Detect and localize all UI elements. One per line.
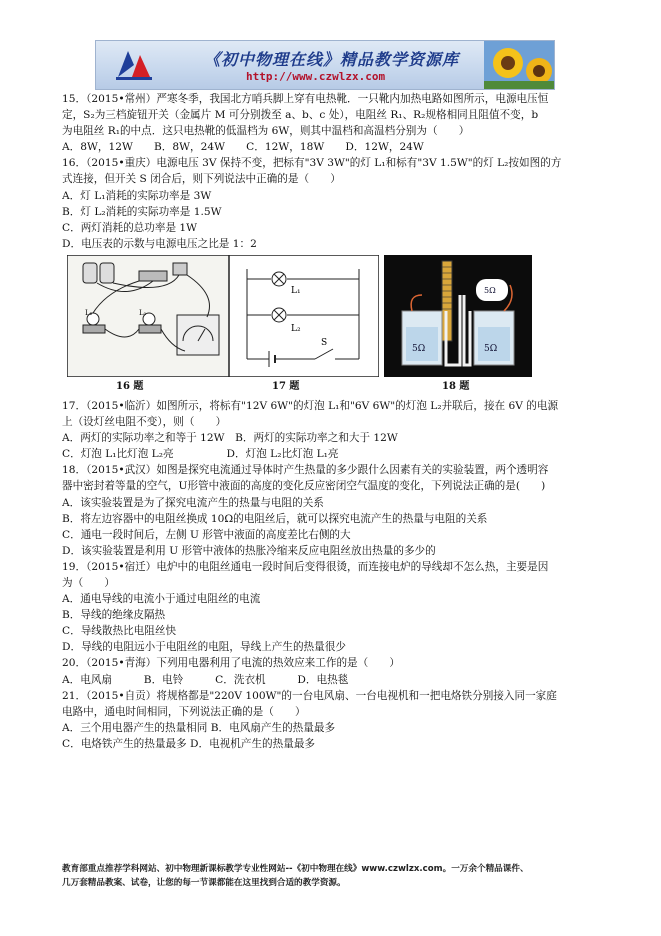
question-content xyxy=(62,91,592,752)
q18-option-c: C．通电一段时间后，左侧 U 形管中液面的高度差比右侧的大 xyxy=(62,528,351,541)
fig17-label-l1: L₁ xyxy=(291,285,301,296)
figure-18-heat-experiment xyxy=(384,255,532,377)
q18-option-d: D．该实验装置是利用 U 形管中液体的热胀冷缩来反应电阻丝放出热量的多少的 xyxy=(62,544,436,557)
logo-icon xyxy=(114,47,154,83)
q15-line3: 为电阻丝 R₁的中点．这只电热靴的低温档为 6W，则其中温档和高温档分别为（ ） xyxy=(62,125,470,138)
q17-line1: 17．（2015•临沂）如图所示，将标有"12V 6W"的灯泡 L₁和"6V 6W"的灯泡 L₂并联后，接在 6V 的电源 xyxy=(62,399,559,412)
figure-17-circuit-diagram xyxy=(229,255,379,377)
q15-options: A．8W，12W B．8W，24W C．12W，18W D．12W，24W xyxy=(62,141,424,154)
figure-16-caption: 16 题 xyxy=(116,380,144,392)
q16-option-b: B．灯 L₂消耗的实际功率是 1.5W xyxy=(62,205,222,218)
q18-line1: 18．（2015•武汉）如图是探究电流通过导体时产生热量的多少跟什么因素有关的实验装置，两个透明容 xyxy=(62,464,549,477)
banner-url[interactable]: http://www.czwlzx.com xyxy=(246,70,386,83)
figure-18-caption: 18 题 xyxy=(442,380,470,392)
q21-line2: 电路中，通电时间相同，下列说法正确的是（ ） xyxy=(62,705,306,718)
fig18-label-right-r: 5Ω xyxy=(484,343,498,354)
q17-options-ab: A．两灯的实际功率之和等于 12W B．两灯的实际功率之和大于 12W xyxy=(62,432,398,445)
q21-options-ab: A．三个用电器产生的热量相同 B．电风扇产生的热量最多 xyxy=(62,721,336,734)
q17-line2: 上（设灯丝电阻不变），则（ ） xyxy=(62,416,227,429)
q19-option-a: A．通电导线的电流小于通过电阻丝的电流 xyxy=(62,593,261,606)
q19-option-b: B．导线的绝缘皮隔热 xyxy=(62,609,166,622)
fig16-label-l1: L₁ xyxy=(139,308,147,317)
fig17-label-s: S xyxy=(321,337,328,348)
fig17-label-l2: L₂ xyxy=(291,323,301,334)
q21-line1: 21．（2015•自贡）将规格都是"220V 100W"的一台电风扇、一台电视机和一把电烙铁分别接入同一家庭 xyxy=(62,689,557,702)
q16-option-c: C．两灯消耗的总功率是 1W xyxy=(62,221,198,234)
sunflower-image xyxy=(484,41,554,89)
page-footer xyxy=(62,862,602,890)
q16-option-d: D．电压表的示数与电源电压之比是 1：2 xyxy=(62,237,257,250)
q15-line2: 定，S₂为三档旋钮开关（金属片 M 可分别拨至 a、b、c 处），电阻丝 R₁、R₂规格相同且阻值不变，b xyxy=(62,109,539,122)
q19-option-c: C．导线散热比电阻丝快 xyxy=(62,625,177,638)
q16-line1: 16．（2015•重庆）电源电压 3V 保持不变，把标有"3V 3W"的灯 L₁和标有"3V 1.5W"的灯 L₂按如图的方 xyxy=(62,157,562,170)
figure-16-circuit-photo xyxy=(67,255,229,377)
footer-line1: 教育部重点推荐学科网站、初中物理新课标教学专业性网站--《初中物理在线》www.czwlzx.com。一万余个精品课件、 xyxy=(62,864,529,874)
q20-options: A．电风扇 B．电铃 C．洗衣机 D．电热毯 xyxy=(62,673,349,686)
q19-line1: 19．（2015•宿迁）电炉中的电阻丝通电一段时间后变得很烫，而连接电炉的导线却不怎么热，主要是因 xyxy=(62,560,549,573)
q16-option-a: A．灯 L₁消耗的实际功率是 3W xyxy=(62,189,212,202)
q18-option-b: B．将左边容器中的电阻丝换成 10Ω的电阻丝后，就可以探究电流产生的热量与电阻的关系 xyxy=(62,512,488,525)
q16-line2: 式连接，但开关 S 闭合后，则下列说法中正确的是（ ） xyxy=(62,173,341,186)
fig16-label-l2: L₂ xyxy=(85,308,93,317)
q17-options-cd: C．灯泡 L₁比灯泡 L₂亮 D．灯泡 L₂比灯泡 L₁亮 xyxy=(62,448,339,461)
footer-line2: 几万套精品教案、试卷，让您的每一节课都能在这里找到合适的教学资源。 xyxy=(62,878,346,888)
fig18-label-left-r: 5Ω xyxy=(412,343,426,354)
q15-line1: 15．（2015•常州）严寒冬季，我国北方哨兵脚上穿有电热靴．一只靴内加热电路如图所示，电源电压恒 xyxy=(62,93,549,105)
q19-option-d: D．导线的电阻远小于电阻丝的电阻，导线上产生的热量很少 xyxy=(62,641,346,654)
banner-title: 《初中物理在线》精品教学资源库 xyxy=(204,50,460,69)
q18-option-a: A．该实验装置是为了探究电流产生的热量与电阻的关系 xyxy=(62,496,324,509)
fig18-label-top-r: 5Ω xyxy=(484,285,496,295)
figures-row xyxy=(62,255,592,397)
header-banner xyxy=(95,40,555,90)
figure-17-caption: 17 题 xyxy=(272,380,300,392)
q18-line2: 器中密封着等量的空气，U形管中液面的高度的变化反应密闭空气温度的变化，下列说法正确的是( ) xyxy=(62,480,546,493)
q20-line1: 20．（2015•青海）下列用电器利用了电流的热效应来工作的是（ ） xyxy=(62,657,401,670)
q19-line2: 为（ ） xyxy=(62,576,115,589)
q21-options-cd: C．电烙铁产生的热量最多 D．电视机产生的热量最多 xyxy=(62,737,316,750)
